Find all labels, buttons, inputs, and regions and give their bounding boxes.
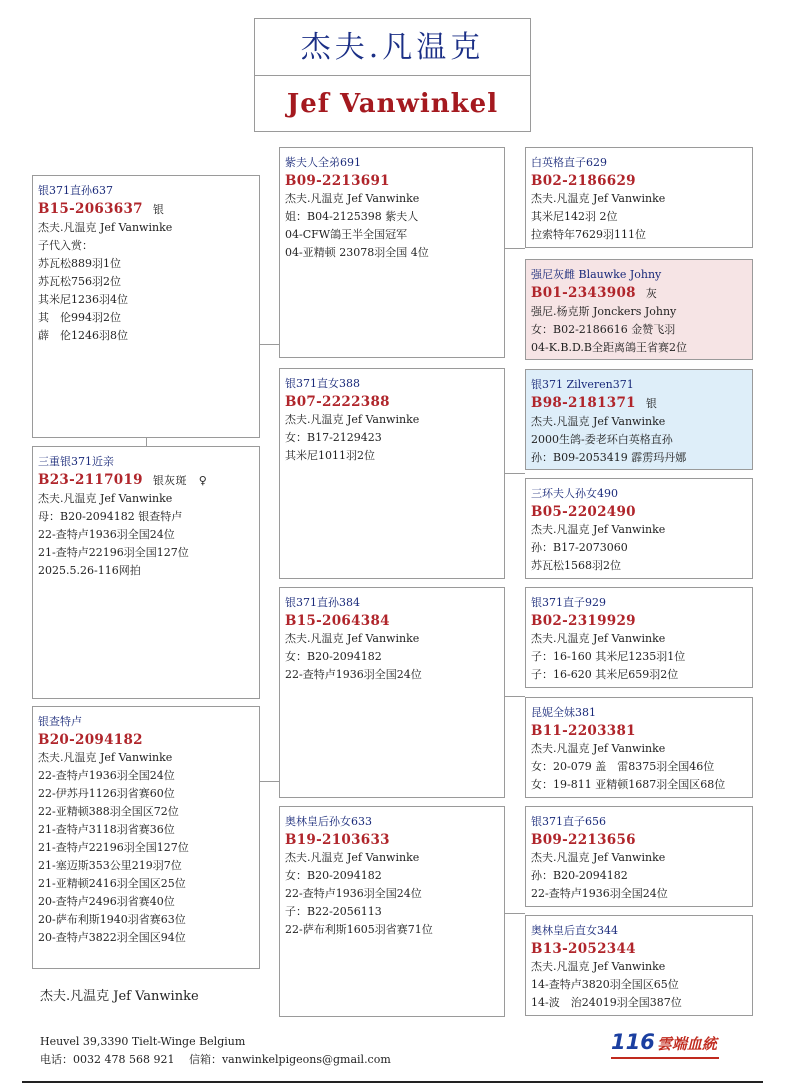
card-line: 强尼.杨克斯 Jonckers Johny [531, 305, 677, 318]
ring-number: B15-2064384 [285, 613, 390, 629]
color-label: 银灰斑 [152, 474, 187, 487]
ring-text: B23-2117019 [38, 472, 143, 488]
card-line: 22-查特卢1936羽全国24位 [38, 769, 175, 782]
ring-number: B13-2052344 [531, 941, 636, 957]
card-line: 女：20-079 盖 雷8375羽全国46位 [531, 760, 715, 773]
card-line: 姐：B04-2125398 紫夫人 [285, 210, 419, 223]
ring-number: B19-2103633 [285, 832, 390, 848]
card-line: 21-亚精顿2416羽全国区25位 [38, 877, 186, 890]
logo-text: 雲端血統 [656, 1035, 717, 1053]
dam-card [279, 368, 505, 579]
card-line: 苏瓦松889羽1位 [38, 257, 121, 270]
ring-text: B98-2181371 [531, 395, 636, 411]
card-line: 04-K.B.D.B全距离鴿王省赛2位 [531, 341, 688, 354]
card-line: 21-查特卢22196羽全国127位 [38, 841, 189, 854]
card-line: 22-亚精顿388羽全国区72位 [38, 805, 179, 818]
card-line: 20-查特卢2496羽省赛40位 [38, 895, 175, 908]
ring-number: B11-2203381 [531, 723, 636, 739]
color-label: 灰 [645, 287, 658, 300]
card-line: 杰夫.凡温克 Jef Vanwinke [531, 415, 666, 428]
card-line: 14-查特卢3820羽全国区65位 [531, 978, 679, 991]
logo [611, 1030, 717, 1054]
address-text: Heuvel 39,3390 Tielt-Winge Belgium [40, 1035, 246, 1048]
dam-sire-card [525, 369, 753, 470]
card-title: 紫夫人全弟691 [285, 156, 361, 169]
ring-number [38, 471, 253, 490]
sibling-card [32, 446, 260, 699]
sibling-sire-sire-card [525, 587, 753, 688]
card-line: 子：B22-2056113 [285, 905, 382, 918]
ring-number: B20-2094182 [38, 732, 143, 748]
connector-line [505, 473, 525, 474]
card-line: 22-查特卢1936羽全国24位 [285, 668, 422, 681]
ring-text: B01-2343908 [531, 285, 636, 301]
sibling-dam-dam-dam-card [525, 915, 753, 1016]
card-line: 母：B20-2094182 银查特卢 [38, 510, 183, 523]
ring-number: B09-2213656 [531, 832, 636, 848]
card-line: 苏瓦松1568羽2位 [531, 559, 621, 572]
sibling-sire-card [279, 587, 505, 798]
card-line: 杰夫.凡温克 Jef Vanwinke [531, 192, 666, 205]
dam-dam-card [525, 478, 753, 579]
card-line: 21-查特卢22196羽全国127位 [38, 546, 189, 559]
card-line: 04-亚精顿 23078羽全国 4位 [285, 246, 429, 259]
card-line: 21-查特卢3118羽省赛36位 [38, 823, 175, 836]
card-line: 女：19-811 亚精顿1687羽全国区68位 [531, 778, 726, 791]
card-line: 其米尼1011羽2位 [285, 449, 375, 462]
contact-block [40, 1033, 391, 1069]
card-line: 杰夫.凡温克 Jef Vanwinke [38, 221, 173, 234]
card-line: 孙：B17-2073060 [531, 541, 628, 554]
card-title: 白英格直子629 [531, 156, 607, 169]
subject-card [32, 175, 260, 438]
card-line: 14-波 治24019羽全国387位 [531, 996, 682, 1009]
connector-line [505, 248, 525, 249]
card-line: 22-查特卢1936羽全国24位 [285, 887, 422, 900]
ring-number: B02-2186629 [531, 173, 636, 189]
card-line: 2025.5.26-116网拍 [38, 564, 141, 577]
card-line: 21-塞迈斯353公里219羽7位 [38, 859, 182, 872]
female-symbol-icon: ♀ [198, 474, 208, 487]
ring-number: B05-2202490 [531, 504, 636, 520]
card-line: 杰夫.凡温克 Jef Vanwinke [531, 742, 666, 755]
card-title: 三重银371近亲 [38, 455, 114, 468]
card-title: 三环夫人孙女490 [531, 487, 618, 500]
card-line: 孙：B09-2053419 霹雳玛丹娜 [531, 451, 687, 464]
card-line: 杰夫.凡温克 Jef Vanwinke [285, 192, 420, 205]
card-line: 22-萨布利斯1605羽省赛71位 [285, 923, 433, 936]
sibling-sire-dam-card [525, 697, 753, 798]
card-line: 杰夫.凡温克 Jef Vanwinke [531, 632, 666, 645]
color-label: 银 [152, 203, 165, 216]
card-line: 22-查特卢1936羽全国24位 [531, 887, 668, 900]
card-title: 奥林皇后孙女633 [285, 815, 372, 828]
ring-number [531, 394, 746, 413]
card-line: 其米尼142羽 2位 [531, 210, 618, 223]
card-title: 银371 Zilveren371 [531, 378, 634, 391]
sire-card [279, 147, 505, 358]
card-title: 强尼灰雌 Blauwke Johny [531, 268, 662, 281]
connector-line [505, 913, 525, 914]
card-line: 杰夫.凡温克 Jef Vanwinke [531, 960, 666, 973]
card-line: 其米尼1236羽4位 [38, 293, 128, 306]
card-line: 孙：B20-2094182 [531, 869, 628, 882]
connector-line [259, 781, 279, 782]
title-chinese-name: 杰夫.凡温克 [255, 19, 530, 76]
card-line: 杰夫.凡温克 Jef Vanwinke [285, 632, 420, 645]
ring-number: B07-2222388 [285, 394, 390, 410]
sibling-dam-card [32, 706, 260, 969]
ring-number [531, 284, 746, 303]
card-title: 银371直孙637 [38, 184, 113, 197]
logo-number: 116 [611, 1030, 655, 1054]
card-title: 银371直子929 [531, 596, 606, 609]
card-line: 20-查特卢3822羽全国区94位 [38, 931, 186, 944]
card-line: 杰夫.凡温克 Jef Vanwinke [285, 413, 420, 426]
card-title: 银查特卢 [38, 715, 82, 728]
card-line: 其 伦994羽2位 [38, 311, 121, 324]
card-line: 子：16-620 其米尼659羽2位 [531, 668, 679, 681]
card-line: 杰夫.凡温克 Jef Vanwinke [531, 851, 666, 864]
card-title: 奥林皇后直女344 [531, 924, 618, 937]
card-line: 女：B17-2129423 [285, 431, 382, 444]
sire-dam-card [525, 259, 753, 360]
card-line: 20-萨布利斯1940羽省赛63位 [38, 913, 186, 926]
ring-number: B09-2213691 [285, 173, 390, 189]
card-line: 子：16-160 其米尼1235羽1位 [531, 650, 686, 663]
card-line: 杰夫.凡温克 Jef Vanwinke [285, 851, 420, 864]
card-line: 女：B20-2094182 [285, 650, 382, 663]
card-line: 子代入赏： [38, 239, 93, 252]
sibling-dam-sire-card [279, 806, 505, 1017]
card-title: 银371直女388 [285, 377, 360, 390]
card-line: 女：B20-2094182 [285, 869, 382, 882]
card-line: 2000生鸽-委老环白英格直孙 [531, 433, 673, 446]
title-box [254, 18, 531, 132]
card-line: 杰夫.凡温克 Jef Vanwinke [38, 751, 173, 764]
sire-sire-card [525, 147, 753, 248]
ring-number [38, 200, 253, 219]
card-line: 女：B02-2186616 金赞飞羽 [531, 323, 676, 336]
sibling-dam-dam-sire-card [525, 806, 753, 907]
ring-number: B02-2319929 [531, 613, 636, 629]
card-line: 杰夫.凡温克 Jef Vanwinke [38, 492, 173, 505]
card-title: 昆妮全妹381 [531, 706, 596, 719]
connector-line [505, 696, 525, 697]
owner-name: 杰夫.凡温克 Jef Vanwinke [40, 989, 199, 1004]
card-line: 04-CFW鴿王半全国冠军 [285, 228, 408, 241]
connector-line [259, 344, 279, 345]
bottom-rule [22, 1081, 763, 1083]
card-line: 杰夫.凡温克 Jef Vanwinke [531, 523, 666, 536]
card-line: 拉索特年7629羽111位 [531, 228, 646, 241]
card-line: 苏瓦松756羽2位 [38, 275, 121, 288]
phone-email-text: 电话：0032 478 568 921 信箱：vanwinkelpigeons@gmail.com [40, 1053, 391, 1066]
color-label: 银 [645, 397, 658, 410]
card-line: 22-查特卢1936羽全国24位 [38, 528, 175, 541]
ring-text: B15-2063637 [38, 201, 143, 217]
card-title: 银371直孙384 [285, 596, 360, 609]
card-title: 银371直子656 [531, 815, 606, 828]
card-line: 22-伊苏丹1126羽省赛60位 [38, 787, 175, 800]
logo-underline [611, 1057, 719, 1059]
title-english-name: Jef Vanwinkel [286, 89, 499, 119]
card-line: 薜 伦1246羽8位 [38, 329, 128, 342]
